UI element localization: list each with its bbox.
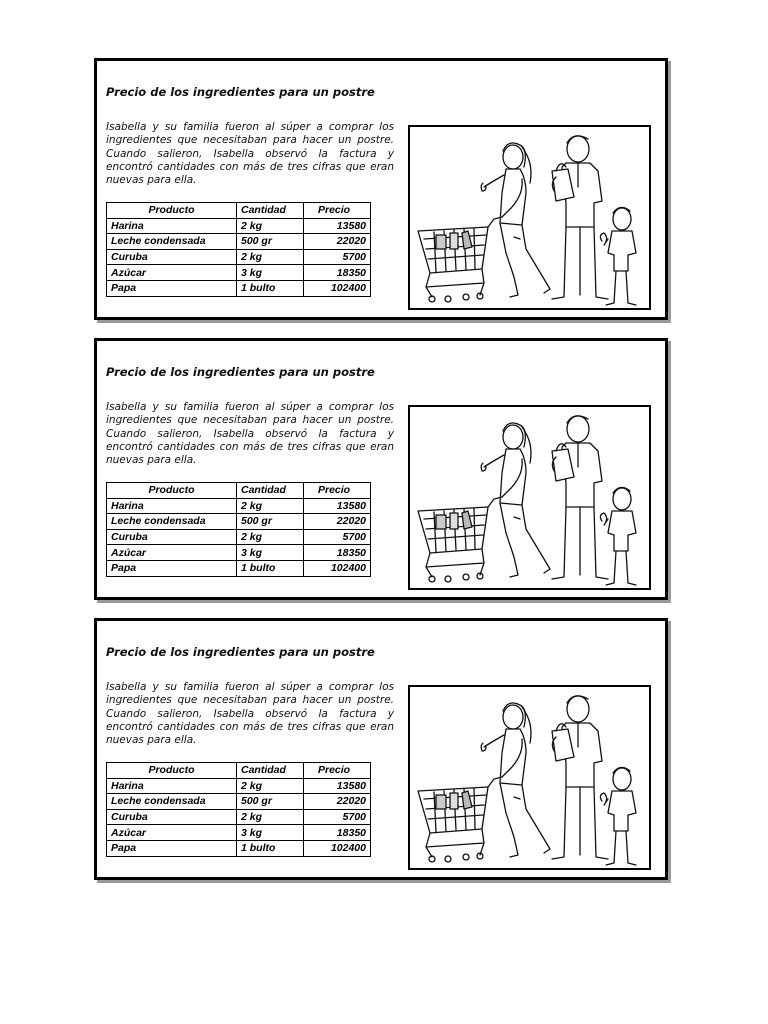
cell-product: Harina [107, 498, 237, 514]
cell-product: Leche condensada [107, 234, 237, 250]
cell-product: Harina [107, 218, 237, 234]
table-row [107, 234, 371, 250]
shopping-cart-icon [418, 497, 502, 582]
cell-product: Curuba [107, 249, 237, 265]
cell-quantity: 2 kg [237, 778, 304, 794]
price-table [106, 482, 371, 577]
header-precio: Precio [304, 763, 371, 779]
ingredient-card [94, 58, 668, 320]
cell-quantity: 2 kg [237, 249, 304, 265]
cell-price: 22020 [304, 794, 371, 810]
card-title: Precio de los ingredientes para un postre [106, 645, 375, 659]
table-row [107, 825, 371, 841]
cell-quantity: 1 bulto [237, 280, 304, 296]
price-table [106, 202, 371, 297]
cell-product: Papa [107, 280, 237, 296]
cell-price: 5700 [304, 529, 371, 545]
table-row [107, 545, 371, 561]
cell-quantity: 2 kg [237, 529, 304, 545]
table-row [107, 265, 371, 281]
price-table [106, 762, 371, 857]
table-header-row [107, 203, 371, 219]
cell-price: 102400 [304, 840, 371, 856]
man-figure-icon [552, 696, 608, 859]
family-shopping-illustration [408, 405, 651, 590]
cell-price: 18350 [304, 545, 371, 561]
header-producto: Producto [107, 203, 237, 219]
cell-quantity: 2 kg [237, 498, 304, 514]
cell-quantity: 2 kg [237, 809, 304, 825]
table-row [107, 529, 371, 545]
cell-product: Leche condensada [107, 514, 237, 530]
table-header-row [107, 483, 371, 499]
ingredient-card [94, 338, 668, 600]
card-paragraph: Isabella y su familia fueron al súper a comprar los ingredientes que necesitaban para hacer un postre. Cuando salieron, Isabella observó la factura y encontró cantidades con más de tres cifras que eran nuevas para ella. [106, 121, 394, 187]
child-figure-icon [600, 487, 636, 585]
cell-price: 102400 [304, 280, 371, 296]
header-cantidad: Cantidad [237, 203, 304, 219]
header-producto: Producto [107, 763, 237, 779]
woman-figure-icon [481, 143, 550, 297]
header-precio: Precio [304, 483, 371, 499]
table-header-row [107, 763, 371, 779]
table-row [107, 778, 371, 794]
card-paragraph: Isabella y su familia fueron al súper a comprar los ingredientes que necesitaban para hacer un postre. Cuando salieron, Isabella observó la factura y encontró cantidades con más de tres cifras que eran nuevas para ella. [106, 681, 394, 747]
cell-price: 13580 [304, 778, 371, 794]
cell-product: Azúcar [107, 825, 237, 841]
ingredient-card [94, 618, 668, 880]
card-paragraph: Isabella y su familia fueron al súper a comprar los ingredientes que necesitaban para hacer un postre. Cuando salieron, Isabella observó la factura y encontró cantidades con más de tres cifras que eran nuevas para ella. [106, 401, 394, 467]
cell-product: Papa [107, 560, 237, 576]
table-row [107, 280, 371, 296]
cell-price: 13580 [304, 218, 371, 234]
table-row [107, 218, 371, 234]
header-precio: Precio [304, 203, 371, 219]
cell-product: Leche condensada [107, 794, 237, 810]
shopping-cart-icon [418, 217, 502, 302]
cell-quantity: 3 kg [237, 825, 304, 841]
cell-quantity: 500 gr [237, 234, 304, 250]
cell-product: Azúcar [107, 545, 237, 561]
cell-price: 18350 [304, 825, 371, 841]
man-figure-icon [552, 136, 608, 299]
shopping-cart-icon [418, 777, 502, 862]
table-row [107, 498, 371, 514]
cell-price: 102400 [304, 560, 371, 576]
cell-quantity: 3 kg [237, 545, 304, 561]
table-row [107, 809, 371, 825]
cell-quantity: 2 kg [237, 218, 304, 234]
cell-product: Azúcar [107, 265, 237, 281]
card-title: Precio de los ingredientes para un postre [106, 365, 375, 379]
cell-price: 22020 [304, 514, 371, 530]
cell-price: 22020 [304, 234, 371, 250]
woman-figure-icon [481, 423, 550, 577]
man-figure-icon [552, 416, 608, 579]
cell-quantity: 1 bulto [237, 560, 304, 576]
cell-quantity: 500 gr [237, 514, 304, 530]
cell-quantity: 1 bulto [237, 840, 304, 856]
cell-price: 18350 [304, 265, 371, 281]
cell-product: Harina [107, 778, 237, 794]
child-figure-icon [600, 207, 636, 305]
cell-price: 5700 [304, 809, 371, 825]
header-cantidad: Cantidad [237, 483, 304, 499]
header-cantidad: Cantidad [237, 763, 304, 779]
table-row [107, 249, 371, 265]
cell-quantity: 3 kg [237, 265, 304, 281]
table-row [107, 514, 371, 530]
table-row [107, 794, 371, 810]
card-title: Precio de los ingredientes para un postre [106, 85, 375, 99]
cell-price: 5700 [304, 249, 371, 265]
family-shopping-illustration [408, 685, 651, 870]
cell-product: Papa [107, 840, 237, 856]
table-row [107, 840, 371, 856]
woman-figure-icon [481, 703, 550, 857]
child-figure-icon [600, 767, 636, 865]
cell-product: Curuba [107, 529, 237, 545]
family-shopping-illustration [408, 125, 651, 310]
table-row [107, 560, 371, 576]
cell-product: Curuba [107, 809, 237, 825]
header-producto: Producto [107, 483, 237, 499]
cell-price: 13580 [304, 498, 371, 514]
cell-quantity: 500 gr [237, 794, 304, 810]
